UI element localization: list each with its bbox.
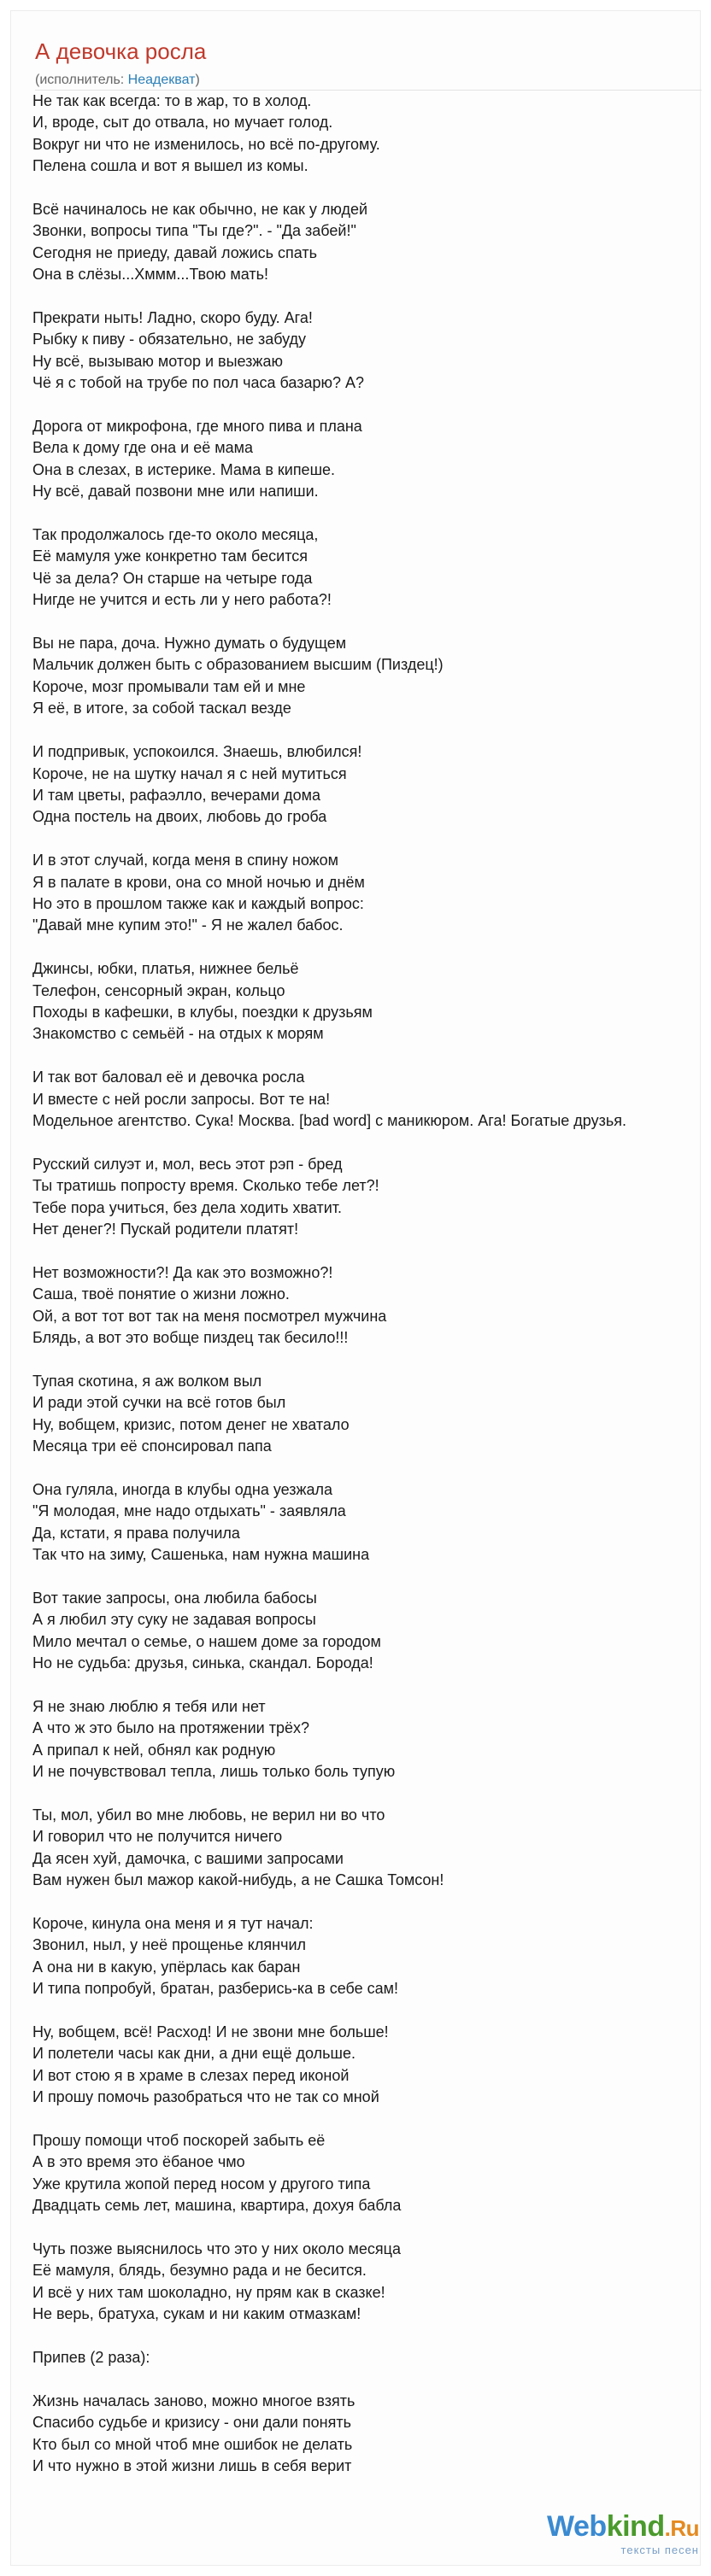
- lyrics-line: Всё начиналось не как обычно, не как у людей: [32, 201, 368, 219]
- lyrics-line: Сегодня не приеду, давай ложись спать: [32, 243, 317, 261]
- lyrics-line: Ну, вобщем, кризис, потом денег не хватало: [32, 1415, 350, 1433]
- lyrics-line: Прошу помощи чтоб поскорей забыть её: [32, 2131, 326, 2149]
- lyrics-line: Не так как всегда: то в жар, то в холод.: [32, 92, 312, 109]
- lyrics-stanza: [32, 1479, 708, 1566]
- lyrics-stanza: [32, 741, 708, 828]
- lyrics-line: И не почувствовал тепла, лишь только боль тупую: [32, 1763, 396, 1781]
- lyrics-line: Она в слезах, в истерике. Мама в кипеше.: [32, 460, 336, 478]
- artist-link[interactable]: Неадекват: [127, 73, 196, 87]
- lyrics-stanza: [32, 633, 708, 720]
- lyrics-line: Пелена сошла и вот я вышел из комы.: [32, 157, 308, 175]
- lyrics-line: И типа попробуй, братан, разберись-ка в себе сам!: [32, 1980, 399, 1998]
- lyrics-line: И вот стою я в храме в слезах перед иконой: [32, 2066, 350, 2084]
- header: [35, 37, 693, 90]
- lyrics-line: Её мамуля уже конкретно там бесится: [32, 547, 308, 565]
- lyrics-line: Жизнь началась заново, можно многое взять: [32, 2392, 356, 2409]
- lyrics-line: Чуть позже выяснилось что это у них около месяца: [32, 2239, 401, 2257]
- lyrics-line: А я любил эту суку не задавая вопросы: [32, 1611, 316, 1629]
- lyrics-line: Тебе пора учиться, без дела ходить хватит.: [32, 1198, 343, 1216]
- lyrics-line: Спасибо судьбе и кризису - они дали понять: [32, 2414, 351, 2432]
- lyrics-line: Да, кстати, я права получила: [32, 1524, 240, 1542]
- page-title: А девочка росла: [35, 38, 207, 64]
- lyrics-stanza: [32, 850, 708, 937]
- lyrics-line: Звонки, вопросы типа "Ты где?". - "Да забей!": [32, 222, 356, 240]
- lyrics-line: Нигде не учится и есть ли у него работа?!: [32, 591, 332, 609]
- lyrics-line: Одна постель на двоих, любовь до гроба: [32, 808, 327, 826]
- lyrics-line: Так что на зиму, Сашенька, нам нужна машина: [32, 1546, 370, 1564]
- logo-kind: kind: [606, 2510, 665, 2543]
- lyrics-line: Её мамуля, блядь, безумно рада и не бесится.: [32, 2262, 367, 2280]
- lyrics-line: Мило мечтал о семье, о нашем доме за городом: [32, 1632, 381, 1650]
- lyrics-line: А в это время это ёбаное чмо: [32, 2153, 245, 2171]
- lyrics-line: Ну всё, вызываю мотор и выезжаю: [32, 352, 283, 370]
- lyrics-line: Она гуляла, иногда в клубы одна уезжала: [32, 1480, 333, 1498]
- lyrics-line: И так вот баловал её и девочка росла: [32, 1068, 305, 1086]
- lyrics-line: Рыбку к пиву - обязательно, не забуду: [32, 331, 307, 348]
- lyrics-stanza: [32, 1067, 708, 1132]
- lyrics-line: Русский силуэт и, мол, весь этот рэп - бред: [32, 1155, 343, 1173]
- lyrics-line: Короче, кинула она меня и я тут начал:: [32, 1914, 314, 1932]
- lyrics-line: А она ни в какую, упёрлась как баран: [32, 1958, 301, 1976]
- lyrics-line: Уже крутила жопой перед носом у другого типа: [32, 2175, 371, 2193]
- lyrics-line: Припев (2 раза):: [32, 2348, 150, 2366]
- lyrics-line: Модельное агентство. Сука! Москва. [bad word] с маникюром. Ага! Богатые друзья.: [32, 1111, 626, 1129]
- lyrics-stanza: [32, 1805, 708, 1892]
- lyrics-line: Но не судьба: друзья, синька, скандал. Борода!: [32, 1654, 373, 1672]
- lyrics-line: Вы не пара, доча. Нужно думать о будущем: [32, 635, 347, 653]
- lyrics-line: Прекрати ныть! Ладно, скоро буду. Ага!: [32, 309, 313, 327]
- lyrics-line: Кто был со мной чтоб мне ошибок не делать: [32, 2435, 353, 2453]
- lyrics-line: Знакомство с семьёй - на отдых к морям: [32, 1025, 324, 1043]
- lyrics-line: Походы в кафешки, в клубы, поездки к друзьям: [32, 1003, 373, 1021]
- lyrics-line: Я её, в итоге, за собой таскал везде: [32, 700, 291, 717]
- lyrics-stanza: [32, 2022, 708, 2109]
- lyrics-line: И всё у них там шоколадно, ну прям как в сказке!: [32, 2283, 385, 2301]
- lyrics-line: Нет денег?! Пускай родители платят!: [32, 1220, 299, 1238]
- logo-wordmark: [520, 2509, 699, 2545]
- lyrics-stanza: [32, 416, 708, 503]
- site-logo[interactable]: [520, 2509, 699, 2564]
- lyrics-line: Дорога от микрофона, где много пива и плана: [32, 418, 362, 436]
- artist-suffix: ): [195, 73, 200, 87]
- lyrics-stanza: [32, 307, 708, 395]
- lyrics-stanza: [32, 199, 708, 286]
- lyrics-stanza: [32, 91, 708, 178]
- artist-line: [35, 71, 693, 90]
- lyrics-line: "Я молодая, мне надо отдыхать" - заявляла: [32, 1502, 346, 1520]
- lyrics-line: И что нужно в этой жизни лишь в себя верит: [32, 2456, 352, 2474]
- lyrics-stanza: [32, 2347, 708, 2368]
- lyrics-stanza: [32, 1262, 708, 1349]
- lyrics-line: Ну всё, давай позвони мне или напиши.: [32, 483, 319, 501]
- lyrics-line: Чё за дела? Он старше на четыре года: [32, 569, 313, 587]
- lyrics-stanza: [32, 2391, 708, 2478]
- lyrics-line: Телефон, сенсорный экран, кольцо: [32, 981, 285, 999]
- logo-tagline: тексты песен: [620, 2544, 699, 2556]
- lyrics-line: Звонил, ныл, у неё прощенье клянчил: [32, 1936, 307, 1954]
- lyrics-stanza: [32, 1913, 708, 2000]
- lyrics-line: А что ж это было на протяжении трёх?: [32, 1719, 309, 1737]
- lyrics-line: И подпривык, успокоился. Знаешь, влюбился!: [32, 743, 362, 761]
- lyrics-stanza: [32, 1588, 708, 1675]
- lyrics-line: А припал к ней, обнял как родную: [32, 1741, 276, 1759]
- lyrics-line: И, вроде, сыт до отвала, но мучает голод.: [32, 114, 333, 132]
- lyrics-line: Саша, твоё понятие о жизни ложно.: [32, 1285, 290, 1303]
- lyrics-stanza: [32, 524, 708, 612]
- lyrics-line: Тупая скотина, я аж волком выл: [32, 1372, 262, 1390]
- lyrics-line: И ради этой сучки на всё готов был: [32, 1394, 286, 1412]
- lyrics-line: Ну, вобщем, всё! Расход! И не звони мне больше!: [32, 2023, 389, 2040]
- lyrics-stanza: [32, 1371, 708, 1458]
- lyrics-stanza: [32, 1696, 708, 1783]
- lyrics-line: Не верь, братуха, сукам и ни каким отмазкам!: [32, 2305, 361, 2323]
- lyrics-line: И прошу помочь разобраться что не так со мной: [32, 2088, 379, 2106]
- lyrics-line: И там цветы, рафаэлло, вечерами дома: [32, 786, 320, 804]
- lyrics-line: Чё я с тобой на трубе по пол часа базарю? А?: [32, 374, 365, 392]
- artist-prefix: (исполнитель:: [35, 73, 128, 87]
- lyrics-line: Мальчик должен быть с образованием высшим (Пиздец!): [32, 656, 444, 674]
- lyrics-line: И в этот случай, когда меня в спину ножом: [32, 852, 339, 869]
- lyrics-line: И говорил что не получится ничего: [32, 1828, 283, 1846]
- logo-web: Web: [547, 2510, 607, 2543]
- lyrics-line: Короче, не на шутку начал я с ней мутиться: [32, 764, 347, 782]
- lyrics-line: Вам нужен был мажор какой-нибудь, а не Сашка Томсон!: [32, 1871, 444, 1889]
- lyrics-line: Но это в прошлом также как и каждый вопрос:: [32, 894, 364, 912]
- lyrics-line: Вокруг ни что не изменилось, но всё по-другому.: [32, 135, 380, 153]
- lyrics-line: Да ясен хуй, дамочка, с вашими запросами: [32, 1849, 344, 1867]
- lyrics-line: Так продолжалось где-то около месяца,: [32, 526, 319, 544]
- lyrics-line: Нет возможности?! Да как это возможно?!: [32, 1263, 333, 1281]
- lyrics-line: "Давай мне купим это!" - Я не жалел бабос.: [32, 916, 344, 934]
- lyrics-line: Я не знаю люблю я тебя или нет: [32, 1697, 266, 1715]
- lyrics-line: Вела к дому где она и её мама: [32, 439, 253, 457]
- logo-ru: .Ru: [664, 2515, 699, 2541]
- lyrics-stanza: [32, 958, 708, 1045]
- lyrics-line: Короче, мозг промывали там ей и мне: [32, 677, 306, 695]
- lyrics-line: И полетели часы как дни, а дни ещё дольше.: [32, 2045, 356, 2063]
- lyrics-stanza: [32, 2239, 708, 2326]
- lyrics-line: Ты тратишь попросту время. Сколько тебе лет?!: [32, 1177, 379, 1195]
- lyrics-line: Блядь, а вот это вобще пиздец так бесило!!!: [32, 1328, 349, 1346]
- lyrics-text: [32, 91, 708, 2499]
- lyrics-line: Ты, мол, убил во мне любовь, не верил ни во что: [32, 1806, 385, 1824]
- lyrics-line: Вот такие запросы, она любила бабосы: [32, 1589, 317, 1607]
- lyrics-stanza: [32, 1154, 708, 1241]
- lyrics-line: Месяца три её спонсировал папа: [32, 1437, 272, 1455]
- lyrics-line: Джинсы, юбки, платья, нижнее бельё: [32, 960, 299, 978]
- lyrics-line: Она в слёзы...Хммм...Твою мать!: [32, 266, 269, 284]
- lyrics-line: Двадцать семь лет, машина, квартира, дохуя бабла: [32, 2197, 402, 2215]
- lyrics-line: Я в палате в крови, она со мной ночью и днём: [32, 873, 365, 891]
- lyrics-stanza: [32, 2130, 708, 2217]
- lyrics-line: Ой, а вот тот вот так на меня посмотрел мужчина: [32, 1307, 387, 1325]
- lyrics-line: И вместе с ней росли запросы. Вот те на!: [32, 1090, 331, 1108]
